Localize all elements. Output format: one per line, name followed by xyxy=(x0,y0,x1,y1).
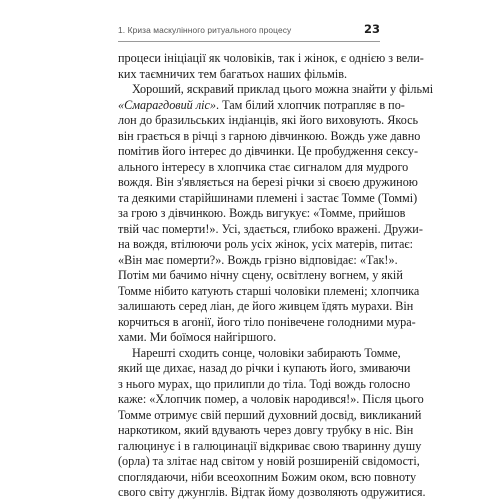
text-line: Томме нібито катують старші чоловіки племені; хлопчика xyxy=(118,283,420,298)
text-line: хами. Ми боїмося найгіршого. xyxy=(118,330,277,344)
text-line: галюцинує і в галюцинації відкриває свою тваринну душу xyxy=(118,438,422,453)
text-line: твій час померти!». Усі, здається, глибоко вражені. Дружи- xyxy=(118,221,423,236)
text-line: «Смарагдовий ліс». Там білий хлопчик потрапляє в по- xyxy=(118,97,405,112)
text-line: ких таємничих тем багатьох наших фільмів. xyxy=(118,66,348,81)
text-line: Хороший, яскравий приклад цього можна знайти у фільмі xyxy=(132,82,434,96)
text-line: наркотиком, який вдувають через довгу трубку в ніс. Він xyxy=(118,423,414,437)
chapter-title: 1. Криза маскулінного ритуального процесу xyxy=(118,25,292,35)
text-line: вождя. Він з'являється на березі річки зі своєю дружиною xyxy=(118,175,418,189)
text-line: Нарешті сходить сонце, чоловіки забирають Томме, xyxy=(132,345,401,360)
text-line: лон до бразильських індіанців, які його виховують. Якось xyxy=(118,113,419,127)
film-title: «Смарагдовий ліс» xyxy=(118,97,217,112)
body-text xyxy=(118,51,434,501)
page-number: 23 xyxy=(363,22,380,36)
text-line: помітив його інтерес до дівчинки. Це пробудження сексу- xyxy=(118,144,419,158)
text-line: з нього мурах, що прилипли до тіла. Тоді вождь голосно xyxy=(118,376,411,391)
running-header xyxy=(118,21,380,42)
text-line: свого світу джунглів. Відтак йому дозволяють одружитися. xyxy=(118,485,426,499)
text-line: (орла) та злітає над світом у новій розширеній свідомості, xyxy=(118,454,420,468)
text-line: який ще дихає, назад до річки і купають його, змиваючи xyxy=(118,361,411,375)
text-line: за грою з дівчинкою. Вождь вигукує: «Томме, прийшов xyxy=(118,206,406,220)
text-line: Потім ми бачимо нічну сцену, освітлену вогнем, у якій xyxy=(118,268,403,282)
text-line: на вождя, втілюючи роль усіх жінок, усіх матерів, питає: xyxy=(118,237,413,251)
text-line: процеси ініціації як чоловіків, так і жінок, є однією з вели- xyxy=(118,51,424,65)
text-line: він грається в річці з гарною дівчинкою. Вождь уже давно xyxy=(118,128,421,143)
text-line: корчиться в агонії, його тіло понівечене голодними мура- xyxy=(118,314,416,329)
text-line: каже: «Хлопчик помер, а чоловік народився!». Після цього xyxy=(118,392,424,406)
text-line: та деякими старійшинами племені і застає Томме (Томмі) xyxy=(118,190,418,205)
text-line: споглядаючи, ніби всеохопним Божим оком, всю повноту xyxy=(118,469,417,484)
text-line: залишають серед ліан, де його живцем їдять мурахи. Він xyxy=(118,299,414,313)
text-line: Томме отримує свій перший духовний досвід, викликаний xyxy=(118,407,422,422)
text-line: «Він має померти?». Вождь грізно відповідає: «Так!». xyxy=(118,252,398,267)
text-line: ального інтересу в хлопчика стає сигналом для мудрого xyxy=(118,159,409,174)
